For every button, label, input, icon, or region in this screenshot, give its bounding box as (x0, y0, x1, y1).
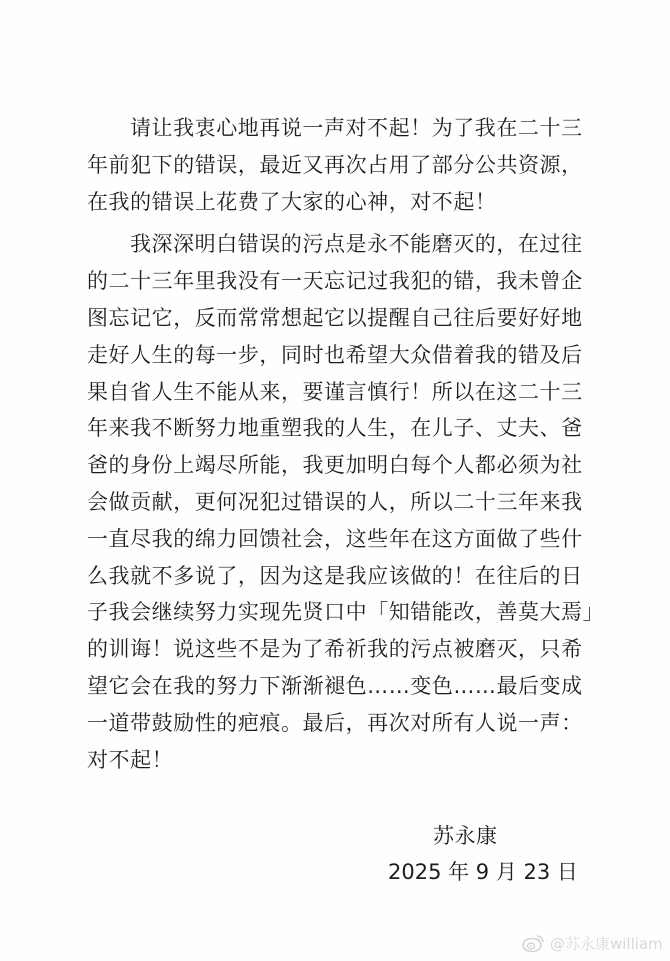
paragraph-1 (87, 110, 587, 220)
text-line: 我深深明白错误的污点是永不能磨灭的，在过往 (130, 232, 583, 257)
text-line: 一直尽我的绵力回馈社会，这些年在这方面做了些什 (87, 526, 583, 551)
text-line: 望它会在我的努力下渐渐褪色……变色……最后变成 (87, 673, 583, 698)
signature: 苏永康 (433, 824, 498, 848)
text-line: 爸的身份上竭尽所能，我更加明白每个人都必须为社 (87, 453, 583, 478)
text-line: 么我就不多说了，因为这是我应该做的！在往后的日 (87, 563, 583, 588)
text-line: 会做贡献，更何况犯过错误的人，所以二十三年来我 (87, 489, 583, 514)
text-line: 对不起！ (87, 747, 174, 772)
text-line: 走好人生的每一步，同时也希望大众借着我的错及后 (87, 342, 583, 367)
text-line: 的二十三年里我没有一天忘记过我犯的错，我未曾企 (87, 269, 583, 294)
weibo-watermark (522, 931, 663, 955)
letter-date: 2025 年 9 月 23 日 (388, 860, 578, 884)
weibo-icon (522, 933, 546, 953)
text-line: 一道带鼓励性的疤痕。最后，再次对所有人说一声： (87, 710, 583, 735)
watermark-text: @苏永康william (550, 934, 663, 953)
text-line: 果自省人生不能从来，要谨言慎行！所以在这二十三 (87, 379, 583, 404)
text-line: 在我的错误上花费了大家的心神，对不起！ (87, 189, 497, 214)
text-line: 请让我衷心地再说一声对不起！为了我在二十三 (130, 116, 583, 140)
paragraph-2 (87, 226, 605, 778)
text-line: 子我会继续努力实现先贤口中「知错能改，善莫大焉」 (87, 600, 605, 625)
letter-body (87, 110, 605, 778)
text-line: 的训诲！说这些不是为了希祈我的污点被磨灭，只希 (87, 637, 583, 662)
text-line: 年前犯下的错误，最近又再次占用了部分公共资源， (87, 152, 583, 177)
text-line: 图忘记它，反而常常想起它以提醒自己往后要好好地 (87, 305, 583, 330)
text-line: 年来我不断努力地重塑我的人生，在儿子、丈夫、爸 (87, 416, 583, 441)
